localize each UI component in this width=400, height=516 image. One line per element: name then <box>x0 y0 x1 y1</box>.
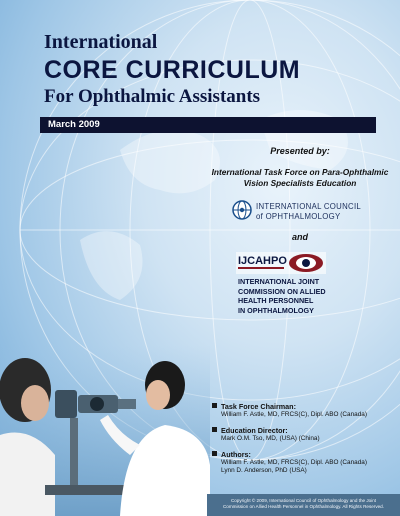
ijcahpo-line-3: HEALTH PERSONNEL <box>238 296 314 305</box>
task-force-line-1: International Task Force on Para-Ophthalmic <box>211 167 389 177</box>
ico-line-1: INTERNATIONAL COUNCIL <box>256 202 362 211</box>
bullet-icon <box>212 427 217 432</box>
copyright-line-2: Commission on Allied Health Personnel in Ophthalmology. All Rights Reserved. <box>222 504 385 509</box>
credit-person: Lynn D. Anderson, PhD (USA) <box>221 467 307 474</box>
task-force-line-2: Vision Specialists Education <box>243 178 357 188</box>
ijcahpo-logo-text: IJCAHPO <box>238 255 287 267</box>
bullet-icon <box>212 451 217 456</box>
ijcahpo-logo <box>236 252 326 274</box>
credit-heading: Authors: <box>221 450 251 459</box>
title-subtitle: For Ophthalmic Assistants <box>44 86 261 107</box>
ijcahpo-full-name <box>238 277 326 315</box>
copyright-line-1: Copyright © 2009, International Council of Ophthalmology and the Joint <box>230 498 377 503</box>
title-core-curriculum: CORE CURRICULUM <box>44 56 301 84</box>
title-block <box>44 30 300 108</box>
bullet-icon <box>212 403 217 408</box>
presented-by-label: Presented by: <box>270 146 330 156</box>
ijcahpo-line-4: IN OPHTHALMOLOGY <box>238 305 314 315</box>
credit-person: Mark O.M. Tso, MD, (USA) (China) <box>221 435 320 442</box>
publication-date: March 2009 <box>48 119 100 130</box>
date-bar <box>40 117 376 133</box>
ico-line-2: of OPHTHALMOLOGY <box>256 212 341 221</box>
ico-logo-text <box>256 202 361 222</box>
ijcahpo-line-2: COMMISSION ON ALLIED <box>238 286 326 296</box>
eye-exam-photo <box>0 345 210 516</box>
credit-heading: Task Force Chairman: <box>221 402 296 411</box>
title-international: International <box>44 31 158 53</box>
credit-person: William F. Astle, MD, FRCS(C), Dipl. ABO (Canada) <box>221 411 367 418</box>
credit-person: William F. Astle, MD, FRCS(C), Dipl. ABO (Canada) <box>221 459 367 466</box>
credits-list <box>212 402 398 482</box>
ijcahpo-line-1: INTERNATIONAL JOINT <box>238 277 320 286</box>
ico-globe-icon <box>232 200 252 220</box>
credit-authors <box>212 450 398 475</box>
task-force-name <box>200 167 400 189</box>
presented-by <box>200 146 400 156</box>
copyright-notice <box>207 494 400 516</box>
credit-heading: Education Director: <box>221 426 288 435</box>
and-label: and <box>291 232 308 242</box>
credit-education-director <box>212 426 398 443</box>
credit-task-force-chairman <box>212 402 398 419</box>
